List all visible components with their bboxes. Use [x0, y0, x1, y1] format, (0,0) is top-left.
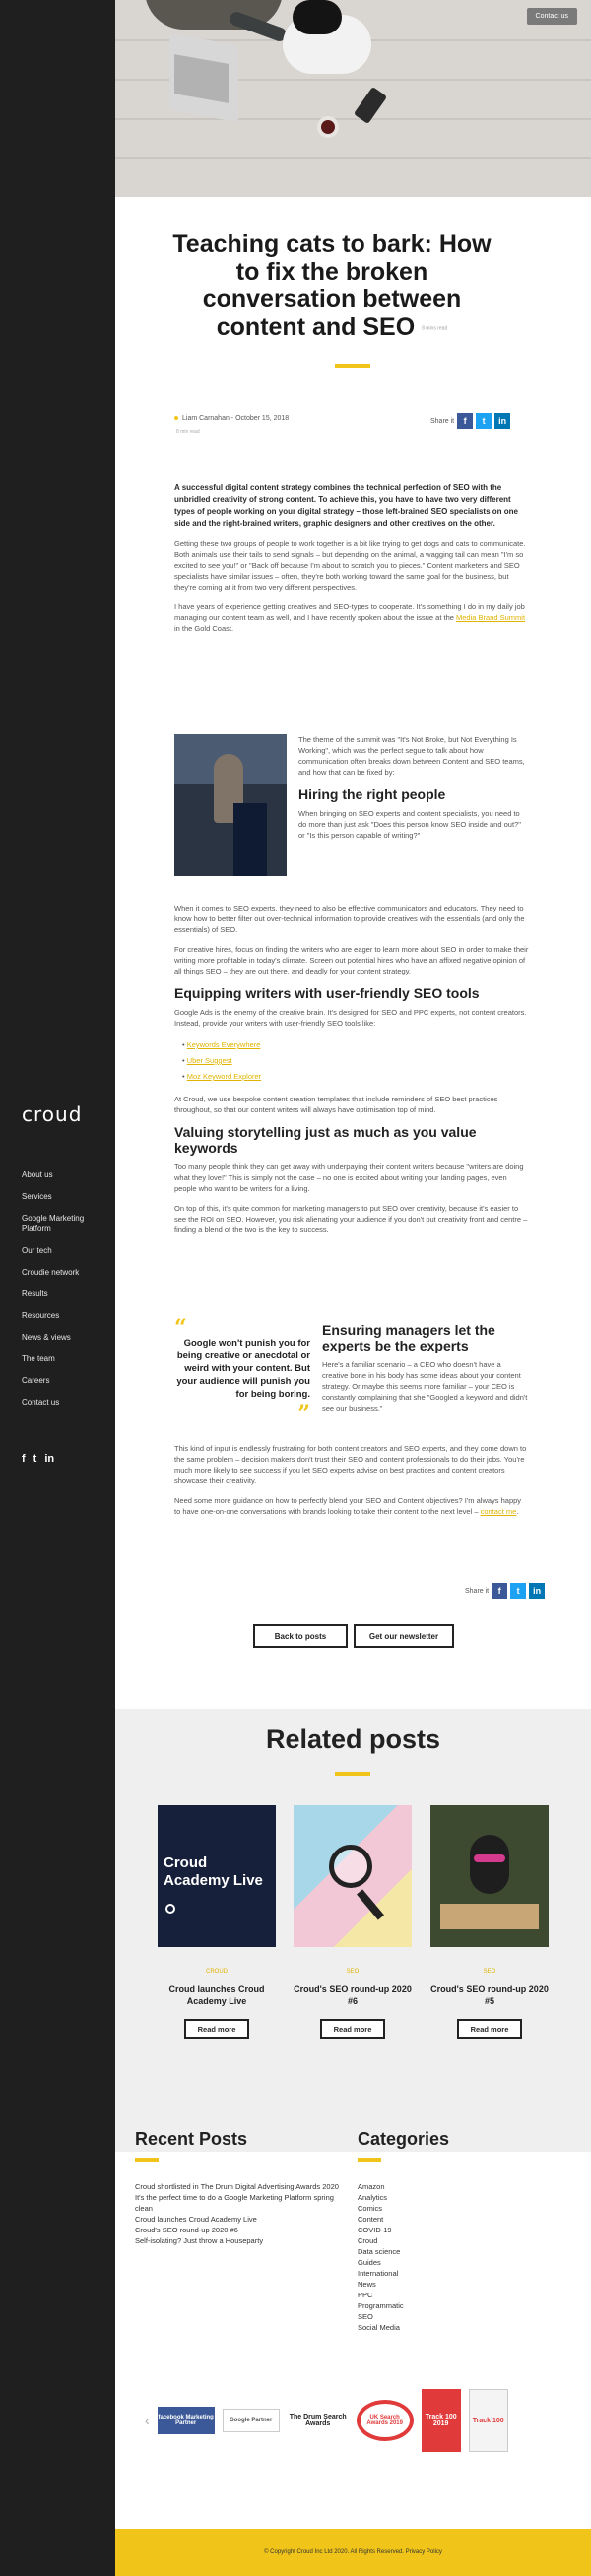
track-100-badge: Track 100 2019: [422, 2389, 461, 2452]
category-link[interactable]: Amazon: [358, 2182, 385, 2191]
author-meta: Liam Carnahan - October 15, 2018: [174, 415, 289, 422]
article-hiring: [298, 734, 529, 849]
related-posts: [115, 1709, 591, 2152]
share-linkedin-icon[interactable]: in: [529, 1583, 545, 1599]
quote-open-icon: “: [174, 1315, 187, 1341]
share-twitter-icon[interactable]: t: [510, 1583, 526, 1599]
paragraph: This kind of input is endlessly frustrating for both content creators and SEO experts, and they come down to the same problem – decision makers don't trust their SEO and content professionals to do their jobs. You're much more likely to see success if you let SEO experts advise on best practices and content creators showcase their creativity.: [174, 1444, 527, 1485]
category-link[interactable]: PPC: [358, 2291, 373, 2299]
nav-results[interactable]: Results: [22, 1289, 48, 1298]
share-label: Share it: [465, 1587, 490, 1595]
card-title[interactable]: Croud's SEO round-up 2020 #6: [294, 1984, 412, 2006]
paragraph: Google Ads is the enemy of the creative brain. It's designed for SEO and PPC experts, not content creators. Instead, provide your writers with user-friendly SEO tools like:: [174, 1008, 527, 1028]
nav-news-views[interactable]: News & views: [22, 1333, 71, 1342]
category-link[interactable]: International: [358, 2269, 399, 2278]
uk-search-awards-badge: UK Search Awards 2019: [357, 2400, 414, 2441]
track-100-badge: Track 100: [469, 2389, 508, 2452]
contact-me-link[interactable]: contact me: [480, 1507, 517, 1516]
article-title: Teaching cats to bark: How to fix the broken conversation between content and SEO 8 mins read: [172, 230, 492, 341]
media-brand-summit-link[interactable]: Media Brand Summit: [456, 613, 526, 622]
article-intro: [174, 482, 529, 643]
sidebar-social: [22, 1453, 54, 1465]
related-underline: [335, 1772, 370, 1776]
sub-meta: 8 min read: [176, 429, 200, 435]
card-title[interactable]: Croud's SEO round-up 2020 #5: [430, 1984, 549, 2006]
recent-post-link[interactable]: Self-isolating? Just throw a Houseparty: [135, 2236, 264, 2245]
facebook-icon[interactable]: f: [22, 1453, 26, 1465]
title-underline: [335, 364, 370, 368]
category-link[interactable]: Programmatic: [358, 2301, 404, 2310]
nav-resources[interactable]: Resources: [22, 1311, 60, 1320]
category-link[interactable]: Content: [358, 2215, 384, 2224]
read-more-button[interactable]: Read more: [457, 2019, 522, 2039]
categories-title: Categories: [358, 2129, 450, 2149]
chevron-left-icon[interactable]: ‹: [145, 2413, 150, 2428]
awards-strip: [145, 2386, 558, 2455]
lead-paragraph: A successful digital content strategy combines the technical perfection of SEO with the unbridled creativity of strong content. To achieve this, you have to have two very different types of people working on your digital strategy – those left-brained SEO specialists on one side and the right-brained writers, graphic designers and other creatives on the other.: [174, 483, 518, 528]
google-partner-badge: Google Partner: [223, 2409, 280, 2432]
nav-our-tech[interactable]: Our tech: [22, 1246, 52, 1255]
recent-posts-title: Recent Posts: [135, 2129, 248, 2149]
recent-post-link[interactable]: Croud shortlisted in The Drum Digital Advertising Awards 2020: [135, 2182, 339, 2191]
category-link[interactable]: Analytics: [358, 2193, 388, 2202]
sidebar: [0, 0, 115, 2576]
tool-link[interactable]: Uber Suggest: [186, 1056, 232, 1065]
category-link[interactable]: COVID-19: [358, 2226, 392, 2234]
paragraph: On top of this, it's quite common for marketing managers to put SEO over creativity, because it's easier to see the ROI on SEO. However, you risk alienating your audience if you don't put creativity front and centre – finding a blend of the two is the key to success.: [174, 1204, 528, 1234]
share-facebook-icon[interactable]: f: [492, 1583, 507, 1599]
magnifier-icon: [329, 1845, 372, 1888]
facebook-partner-badge: facebook Marketing Partner: [158, 2407, 215, 2434]
category-link[interactable]: Comics: [358, 2204, 383, 2213]
share-top: [430, 413, 510, 429]
mug-image: [317, 116, 339, 138]
paragraph: Need some more guidance on how to perfectly blend your SEO and Content objectives? I'm always happy to have one-on-one conversations with brands looking to take their content to the next level – contact me.: [174, 1496, 522, 1516]
card-image[interactable]: [430, 1805, 549, 1947]
nav-the-team[interactable]: The team: [22, 1354, 55, 1363]
twitter-icon[interactable]: t: [33, 1453, 37, 1465]
category-link[interactable]: SEO: [358, 2312, 373, 2321]
categories: [358, 2129, 555, 2333]
category-link[interactable]: News: [358, 2280, 376, 2289]
related-card[interactable]: [158, 1805, 276, 2039]
newsletter-button[interactable]: Get our newsletter: [354, 1624, 454, 1648]
nav-contact-us[interactable]: Contact us: [22, 1398, 60, 1407]
article-closing: [174, 1443, 529, 1526]
related-title: Related posts: [265, 1725, 441, 1754]
heading-equipping: Equipping writers with user-friendly SEO tools: [174, 985, 480, 1001]
nav-google-marketing-platform[interactable]: Google Marketing Platform: [22, 1214, 85, 1233]
share-facebook-icon[interactable]: f: [457, 413, 473, 429]
related-card[interactable]: [430, 1805, 549, 2039]
read-time: 8 mins read: [422, 325, 448, 332]
category-link[interactable]: Croud: [358, 2236, 378, 2245]
recent-post-link[interactable]: Croud's SEO round-up 2020 #6: [135, 2226, 238, 2234]
card-title[interactable]: Croud launches Croud Academy Live: [168, 1984, 265, 2006]
category-link[interactable]: Social Media: [358, 2323, 400, 2332]
card-category[interactable]: CROUD: [206, 1969, 228, 1975]
main-content: [115, 0, 591, 2576]
article-body: [174, 903, 529, 1244]
read-more-button[interactable]: Read more: [184, 2019, 249, 2039]
recent-post-link[interactable]: Croud launches Croud Academy Live: [135, 2215, 257, 2224]
paragraph: The theme of the summit was "It's Not Broke, but Not Everything Is Working", which was the perfect segue to talk about how communication often breaks down between Content and SEO teams, and how that can be fixed by:: [298, 735, 525, 777]
croud-mark-icon: [165, 1904, 175, 1914]
drum-awards-badge: The Drum Search Awards: [289, 2414, 347, 2427]
paragraph: For creative hires, focus on finding the writers who are eager to learn more about SEO in order to make their writing more profitable in today's climate. Screen out potential hires who have an affixed negative opinion of all things SEO – they are out there, and deadly for your content strategy.: [174, 945, 529, 975]
read-more-button[interactable]: Read more: [320, 2019, 385, 2039]
paragraph: Too many people think they can get away with underpaying their content writers because "writers are doing what they love!" This is simply not the case – no one is excited about writing your landing pages, even people who want to be writers for a living.: [174, 1162, 524, 1193]
rabbit-image: [470, 1835, 509, 1894]
nav-careers[interactable]: Careers: [22, 1376, 50, 1385]
recent-post-link[interactable]: It's the perfect time to do a Google Marketing Platform spring clean: [135, 2193, 334, 2213]
card-category[interactable]: SEO: [346, 1969, 360, 1975]
heading-hiring: Hiring the right people: [298, 786, 446, 802]
tool-link[interactable]: Keywords Everywhere: [186, 1040, 261, 1049]
nav-services[interactable]: Services: [22, 1192, 52, 1201]
book-image: [440, 1904, 539, 1929]
tool-list: • Keywords Everywhere • Uber Suggest • Moz Keyword Explorer: [182, 1040, 262, 1081]
paragraph: When bringing on SEO experts and content specialists, you need to do more than just ask "Does this person know SEO inside and out?" or "Is this person capable of writing?": [298, 809, 521, 840]
share-bottom: [465, 1583, 545, 1599]
speaker-photo: [174, 734, 287, 876]
paragraph: I have years of experience getting creatives and SEO-types to cooperate. It's something I do in my daily job managing our content team as well, and I have recently spoken about the issue at the Media Brand Summit in the Gold Coast.: [174, 602, 526, 633]
sidebar-nav: [22, 1169, 110, 1418]
article-managers: [322, 1316, 529, 1422]
share-linkedin-icon[interactable]: in: [494, 413, 510, 429]
heading-storytelling: Valuing storytelling just as much as you value keywords: [174, 1124, 477, 1156]
paragraph: Getting these two groups of people to work together is a bit like trying to get dogs and cats to communicate. Both animals use their tails to send signals – but depending on the animal, a wagging tail can mean "I'm so excited to see you!" or "Back off because I'm about to scratch you to pieces." Content marketers and SEO specialists have similar issues – often, they're both working toward the same goal for the business, but they're coming at it from two very different perspectives.: [174, 539, 526, 592]
category-link[interactable]: Guides: [358, 2258, 381, 2267]
paragraph: At Croud, we use bespoke content creation templates that include reminders of SEO best practices throughout, so that our content writers will always have optimisation top of mind.: [174, 1095, 498, 1114]
paragraph: When it comes to SEO experts, they need to also be effective communicators and educators. They need to know how to better filter out over-technical information to provide creatives with the essentials (and only the essentials) of SEO.: [174, 904, 525, 934]
tool-link[interactable]: Moz Keyword Explorer: [186, 1072, 262, 1081]
footer: © Copyright Croud Inc Ltd 2020. All Rights Reserved. Privacy Policy: [115, 2529, 591, 2576]
linkedin-icon[interactable]: in: [44, 1453, 55, 1465]
recent-posts: [135, 2129, 342, 2246]
card-image[interactable]: [294, 1805, 412, 1947]
quote-close-icon: ”: [297, 1401, 310, 1426]
back-to-posts-button[interactable]: Back to posts: [253, 1624, 348, 1648]
card-image[interactable]: Croud Academy Live: [158, 1805, 276, 1947]
glasses-icon: [474, 1854, 505, 1862]
nav-croudie-network[interactable]: Croudie network: [22, 1268, 80, 1277]
related-card[interactable]: [294, 1805, 412, 2039]
heading-managers: Ensuring managers let the experts be the experts: [322, 1322, 495, 1353]
nav-about-us[interactable]: About us: [22, 1170, 53, 1179]
category-link[interactable]: Data science: [358, 2247, 401, 2256]
paragraph: Here's a familiar scenario – a CEO who doesn't have a creative bone in his body has some ideas about your content strategy. Or maybe this seems more familiar – your CEO is constantly complaining that she "Googled a keyword and didn't see our business.": [322, 1360, 528, 1413]
pull-quote: “ Google won't punish you for being creative or anecdotal or weird with your content. But your audience will punish you for being boring. ”: [174, 1315, 310, 1426]
contact-us-button[interactable]: Contact us: [527, 8, 577, 25]
card-category[interactable]: SEO: [483, 1969, 496, 1975]
hero-image: [115, 0, 591, 197]
share-twitter-icon[interactable]: t: [476, 413, 492, 429]
share-label: Share it: [430, 417, 455, 425]
croud-logo[interactable]: croud: [22, 1102, 83, 1126]
